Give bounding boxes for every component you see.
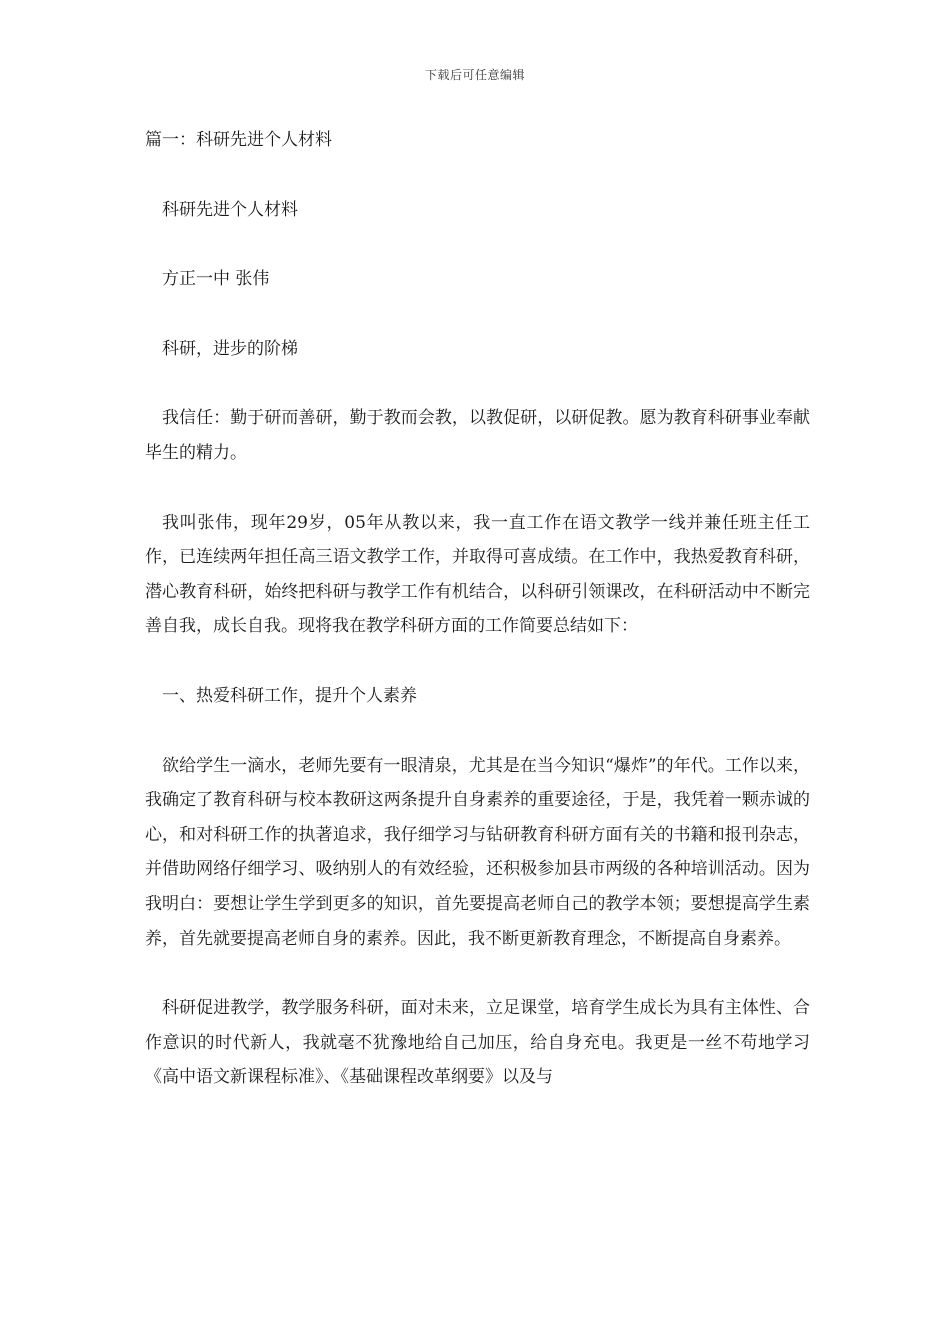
paragraph-three: 欲给学生一滴水，老师先要有一眼清泉，尤其是在当今知识“爆炸”的年代。工作以来，我确定了教育科研与校本教研这两条提升自身素养的重要途径，于是，我凭着一颗赤诚的心，和对科研工作的执著追求，我仔细学习与钻研教育科研方面有关的书籍和报刊杂志，并借助网络仔细学习、吸纳别人的有效经验，还积极参加县市两级的各种培训活动。因为我明白：要想让学生学到更多的知识，首先要提高老师自己的教学本领；要想提高学生素养，首先就要提高老师自身的素养。因此，我不断更新教育理念，不断提高自身素养。	[145, 755, 810, 949]
section-heading: 篇一：科研先进个人材料	[145, 130, 332, 150]
heading-section-one: 一、热爱科研工作，提升个人素养	[162, 685, 417, 706]
paragraph-four: 科研促进教学，教学服务科研，面对未来，立足课堂，培育学生成长为具有主体性、合作意识的时代新人，我就毫不犹豫地给自己加压，给自身充电。我更是一丝不苟地学习《高中语文新课程标准》、《基础课程改革纲要》以及与	[145, 998, 810, 1088]
document-subtitle: 科研，进步的阶梯	[162, 338, 298, 359]
author-line: 方正一中 张伟	[162, 269, 270, 290]
paragraph-belief: 我信任：勤于研而善研，勤于教而会教，以教促研，以研促教。愿为教育科研事业奉献毕生的精力。	[145, 408, 810, 463]
paragraph-intro: 我叫张伟，现年29岁，05年从教以来，我一直工作在语文教学一线并兼任班主任工作，已连续两年担任高三语文教学工作，并取得可喜成绩。在工作中，我热爱教育科研，潜心教育科研，始终把科研与教学工作有机结合，以科研引领课改，在科研活动中不断完善自我，成长自我。现将我在教学科研方面的工作简要总结如下：	[145, 512, 810, 637]
document-body	[145, 123, 810, 1130]
header-note: 下载后可任意编辑	[424, 68, 525, 82]
document-title: 科研先进个人材料	[162, 199, 298, 220]
